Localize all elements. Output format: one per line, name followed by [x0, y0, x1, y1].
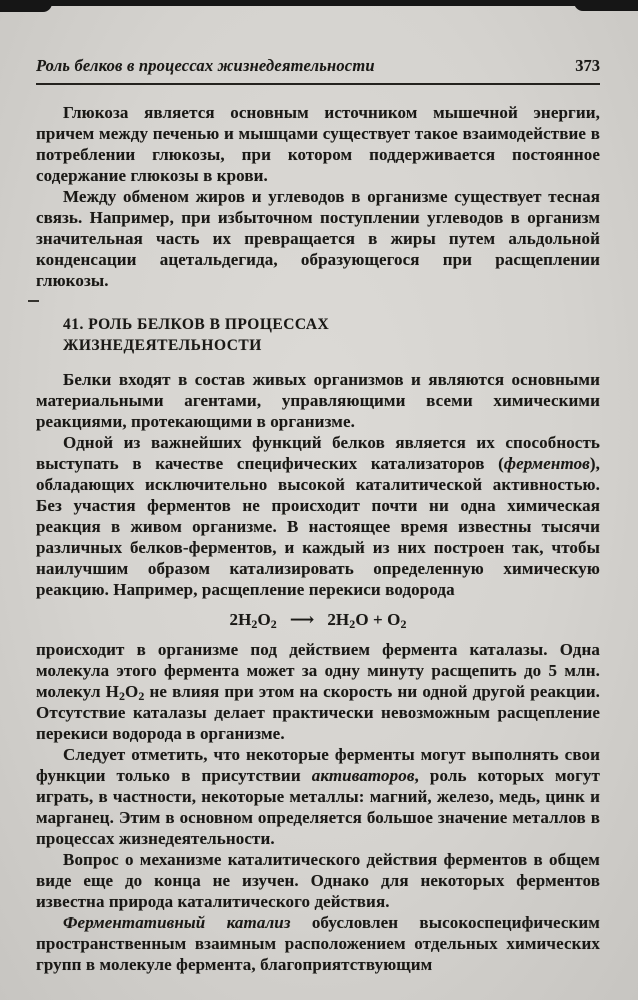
body-paragraph: Глюкоза является основным источником мышечной энергии, причем между печенью и мышцами существует такое взаимодействие в потреблении глюкозы, при котором поддерживается постоянное содержание глюкозы в крови. — [36, 103, 600, 185]
section-heading-line: ЖИЗНЕДЕЯТЕЛЬНОСТИ — [63, 337, 262, 354]
scan-corner-artifact-right — [574, 0, 638, 11]
page-body — [36, 102, 600, 975]
chemical-equation: $2H_2O_2$ ⟶ $2H_2O + O_2$ — [229, 610, 407, 631]
body-paragraph: Ферментативный катализ обусловлен высокоспецифическим пространственным взаимным расположением отдельных химических групп в молекуле фермента, благоприятствующим — [36, 913, 600, 974]
reaction-arrow: ⟶ — [289, 610, 315, 629]
body-paragraph: Следует отметить, что некоторые ферменты могут выполнять свои функции только в присутствии активаторов, роль которых могут играть, в частности, некоторые металлы: магний, железо, медь, цинк и марганец. Этим в основном определяется большое значение металлов в процессах жизнедеятельности. — [36, 745, 600, 848]
body-paragraph: Между обменом жиров и углеводов в организме существует тесная связь. Например, при избыточном поступлении углеводов в организм значительная часть их превращается в жиры путем альдольной конденсации ацетальдегида, образующегося при расщеплении глюкозы. — [36, 187, 600, 290]
header-rule — [36, 83, 600, 85]
body-paragraph: Вопрос о механизме каталитического действия ферментов в общем виде еще до конца не изучен. Однако для некоторых ферментов известна природа каталитического действия. — [36, 850, 600, 911]
section-heading — [63, 314, 600, 356]
body-paragraph: Одной из важнейших функций белков является их способность выступать в качестве специфических катализаторов (ферментов), обладающих исключительно высокой каталитической активностью. Без участия ферментов не происходит почти ни одна химическая реакция в живом организме. В настоящее время известны тысячи различных белков-ферментов, и каждый из них построен так, чтобы наилучшим образом катализировать определенную химическую реакцию. Например, расщепление перекиси водорода — [36, 433, 600, 599]
page-header — [36, 56, 600, 76]
body-paragraph: Белки входят в состав живых организмов и являются основными материальными агентами, управляющими всеми химическими реакциями, протекающими в организме. — [36, 370, 600, 431]
body-paragraph: происходит в организме под действием фермента каталазы. Одна молекула этого фермента может за одну минуту расщепить до 5 млн. молекул $H_2O_2$ не влияя при этом на скорость ни одной другой реакции. Отсутствие каталазы делает практически невозможным расщепление перекиси водорода в организме. — [36, 640, 600, 743]
running-title: Роль белков в процессах жизнедеятельности — [36, 56, 375, 75]
section-heading-line: 41. РОЛЬ БЕЛКОВ В ПРОЦЕССАХ — [63, 316, 330, 333]
margin-mark-artifact — [28, 300, 39, 302]
scan-edge-artifact — [0, 0, 638, 6]
scan-corner-artifact-left — [0, 0, 52, 12]
page-number: 373 — [575, 56, 600, 75]
